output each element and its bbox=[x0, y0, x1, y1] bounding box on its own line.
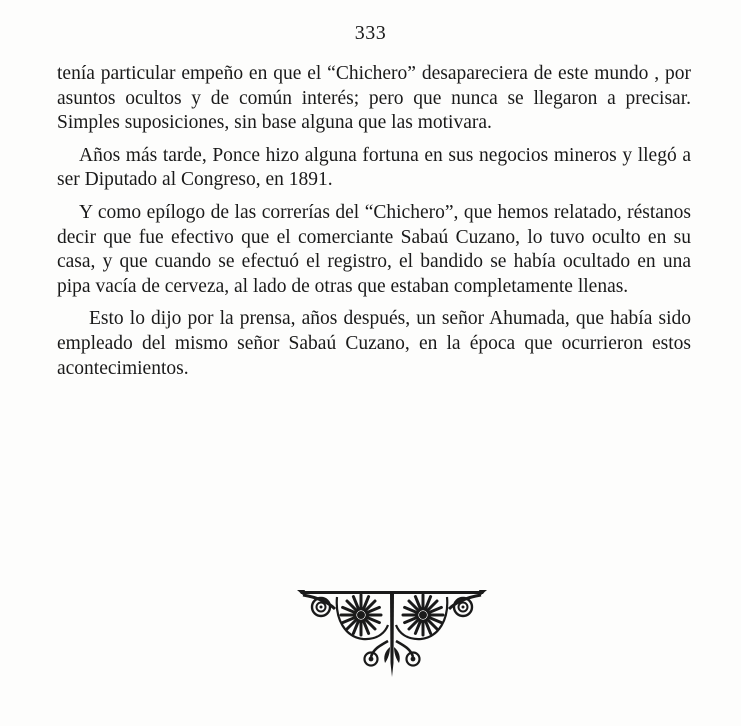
paragraph-4: Esto lo dijo por la prensa, años después, un señor Ahumada, que había sido empleado del mismo señor Sabaú Cuzano, en la época que ocurrieron estos acontecimientos. bbox=[57, 308, 691, 379]
floral-tailpiece-ornament-icon bbox=[297, 585, 487, 681]
paragraph-3: Y como epílogo de las correrías del “Chichero”, que hemos relatado, réstanos decir que fue efectivo que el comerciante Sabaú Cuzano, lo tuvo oculto en su casa, y que cuando se efectuó el registro, el bandido se había ocultado en una pipa vacía de cerveza, al lado de otras que estaban completamente llenas. bbox=[57, 201, 691, 297]
page-number: 333 bbox=[354, 22, 387, 44]
paragraph-2: Años más tarde, Ponce hizo alguna fortuna en sus negocios mineros y llegó a ser Diputado al Congreso, en 1891. bbox=[57, 144, 691, 191]
page-body bbox=[57, 62, 691, 389]
paragraph-1: tenía particular empeño en que el “Chichero” desapareciera de este mundo , por asuntos ocultos y de común interés; pero que nunca se llegaron a precisar. Simples suposiciones, sin base alguna que las motivara. bbox=[57, 63, 691, 134]
